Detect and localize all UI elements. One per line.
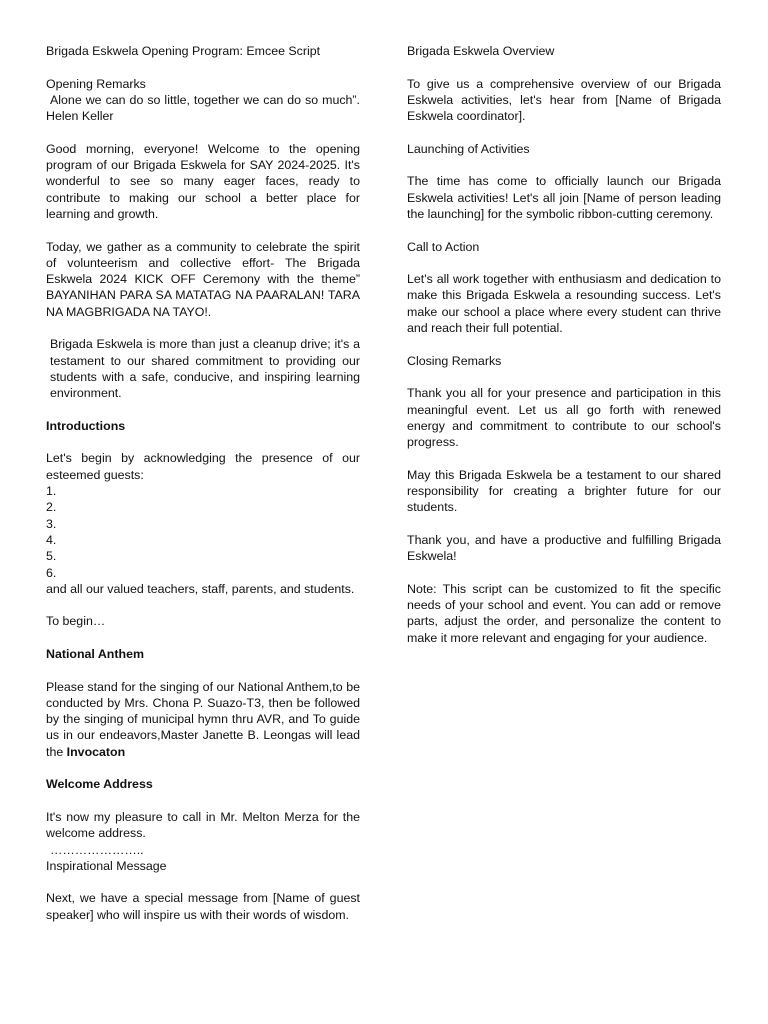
welcome-address-heading: Welcome Address <box>46 777 153 792</box>
list-item: 6. <box>46 565 57 580</box>
national-anthem-body: Please stand for the singing of our National Anthem,to be conducted by Mrs. Chona P. Suazo-T3, then be followed by the singing of municipal hymn thru AVR, and To guide us in our endeavors,Master Janette B. Leongas will lead the <box>46 679 360 759</box>
helen-keller-quote: Alone we can do so little, together we can do so much”. Helen Keller <box>46 92 364 124</box>
overview-text: To give us a comprehensive overview of our Brigada Eskwela activities, let's hear from [Name of Brigada Eskwela coordinator]. <box>407 76 721 124</box>
welcome-paragraph: Good morning, everyone! Welcome to the opening program of our Brigada Eskwela for SAY 2024-2025. It's wonderful to see so many eager faces, ready to contribute to making our school a better place for learning and growth. <box>46 141 360 221</box>
document-title: Brigada Eskwela Opening Program: Emcee Script <box>46 44 321 58</box>
launching-heading: Launching of Activities <box>407 141 530 156</box>
launching-text: The time has come to officially launch our Brigada Eskwela activities! Let's all join [Name of person leading the launching] for the symbolic ribbon-cutting ceremony. <box>407 174 721 221</box>
today-paragraph: Today, we gather as a community to celebrate the spirit of volunteerism and collective effort- The Brigada Eskwela 2024 KICK OFF Ceremony with the theme” BAYANIHAN PARA SA MATATAG NA PAARALAN! TARA NA MAGBRIGADA NA TAYO!. <box>46 239 360 319</box>
introductions-after-text: and all our valued teachers, staff, parents, and students. <box>46 581 355 596</box>
call-to-action-heading: Call to Action <box>407 239 480 254</box>
call-to-action-text: Let's all work together with enthusiasm and dedication to make this Brigada Eskwela a resounding success. Let's make our school a place where every student can thrive and reach their full potential. <box>407 272 721 336</box>
customization-note: Note: This script can be customized to fit the specific needs of your school and event. You can add or remove parts, adjust the order, and personalize the content to make it more relevant and engaging for your audience. <box>407 581 721 645</box>
list-item: 3. <box>46 516 57 531</box>
closing-text-2: May this Brigada Eskwela be a testament to our shared responsibility for creating a brighter future for our students. <box>407 467 721 515</box>
more-than-cleanup-paragraph: Brigada Eskwela is more than just a cleanup drive; it's a testament to our shared commitment to providing our students with a safe, conducive, and inspiring learning environment. <box>50 337 360 401</box>
list-item: 5. <box>46 549 57 564</box>
invocation-bold-text: Invocaton <box>66 744 126 759</box>
national-anthem-heading: National Anthem <box>46 646 144 661</box>
overview-heading: Brigada Eskwela Overview <box>407 44 555 58</box>
closing-text-3: Thank you, and have a productive and fulfilling Brigada Eskwela! <box>407 532 721 564</box>
inspirational-message-heading: Inspirational Message <box>46 858 167 873</box>
introductions-text: Let's begin by acknowledging the presence of our esteemed guests: <box>46 451 360 482</box>
inspirational-message-text: Next, we have a special message from [Name of guest speaker] who will inspire us with their words of wisdom. <box>46 891 360 922</box>
introductions-heading: Introductions <box>46 418 126 433</box>
to-begin-text: To begin… <box>46 614 106 629</box>
closing-text-1: Thank you all for your presence and participation in this meaningful event. Let us all go forth with renewed energy and commitment to contribute to our school's progress. <box>407 386 721 450</box>
right-column <box>407 43 721 662</box>
closing-remarks-heading: Closing Remarks <box>407 353 502 368</box>
list-item: 4. <box>46 532 57 547</box>
list-item: 1. <box>46 484 57 499</box>
left-column <box>46 43 364 939</box>
list-item: 2. <box>46 500 57 515</box>
dotted-separator: ………………….. <box>50 842 144 857</box>
opening-remarks-heading: Opening Remarks <box>46 76 146 91</box>
welcome-address-text: It's now my pleasure to call in Mr. Melton Merza for the welcome address. <box>46 809 360 841</box>
national-anthem-text <box>46 679 360 760</box>
guest-list <box>46 483 360 581</box>
